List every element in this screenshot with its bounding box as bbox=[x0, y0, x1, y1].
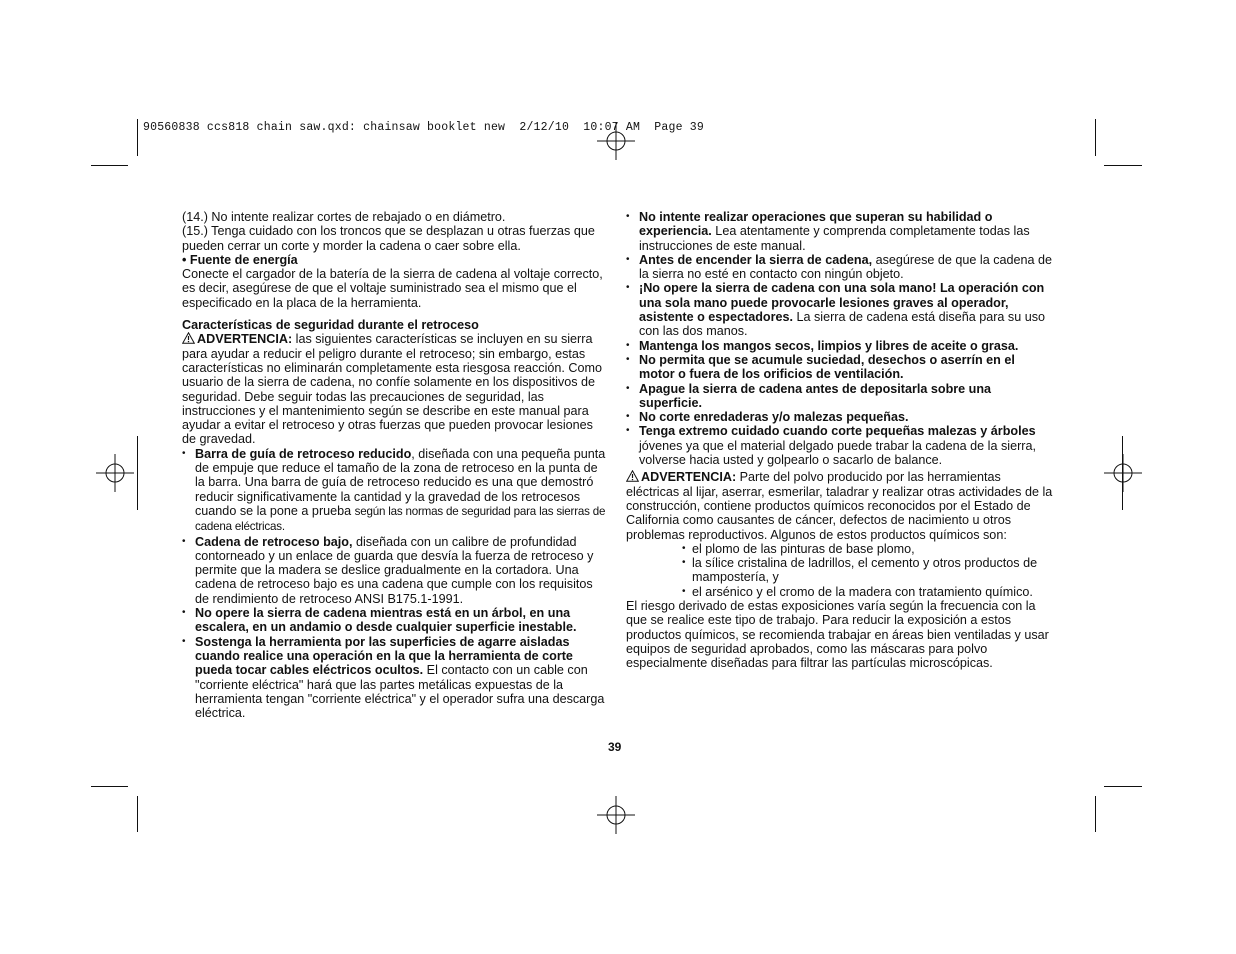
prop65-warning bbox=[626, 470, 1054, 541]
left-column bbox=[182, 210, 606, 720]
list-item: • la sílice cristalina de ladrillos, el cemento y otros productos de mampostería, y bbox=[682, 556, 1054, 585]
fuente-heading: • Fuente de energía bbox=[182, 252, 298, 267]
list-item: • No permita que se acumule suciedad, desechos o aserrín en el motor o fuera de los orificios de ventilación. bbox=[626, 353, 1054, 382]
fuente-text: Conecte el cargador de la batería de la sierra de cadena al voltaje correcto, es decir, asegúrese de que el voltaje suministrado sea el mismo que el especificado en la placa de la herramienta. bbox=[182, 267, 603, 310]
warning-triangle-icon bbox=[626, 470, 639, 482]
list-item: • No intente realizar operaciones que superan su habilidad o experiencia. Lea atentamente y comprenda completamente todas las instrucciones de este manual. bbox=[626, 210, 1054, 253]
crop-mark bbox=[1095, 119, 1096, 156]
item-14: (14.) No intente realizar cortes de rebajado o en diámetro. bbox=[182, 210, 506, 224]
crop-mark bbox=[91, 165, 128, 166]
crop-mark bbox=[137, 796, 138, 832]
list-item: • el arsénico y el cromo de la madera con tratamiento químico. bbox=[682, 585, 1054, 599]
right-column bbox=[626, 210, 1054, 671]
list-item: • ¡No opere la sierra de cadena con una sola mano! La operación con una sola mano puede provocarle lesiones graves al operador, asistente o espectadores. La sierra de cadena está diseña para su uso con las dos manos. bbox=[626, 281, 1054, 338]
list-item: • Mantenga los mangos secos, limpios y libres de aceite o grasa. bbox=[626, 339, 1054, 353]
warning-text: las siguientes características se incluyen en su sierra para ayudar a reducir el peligro durante el retroceso; sin embargo, estas características no eliminarán completamente esta riesgosa reacción. Como usuario de la sierra de cadena, no confíe solamente en los dispositivos de seguridad. Debe seguir todas las precauciones de seguridad, las instrucciones y el mantenimiento según se describe en este manual para ayudar a evitar el retroceso y otras fuerzas que pueden provocar lesiones de gravedad. bbox=[182, 332, 602, 447]
list-item: • Sostenga la herramienta por las superficies de agarre aisladas cuando realice una operación en la que la herramienta de corte pueda tocar cables eléctricos ocultos. El contacto con un cable con "corriente eléctrica" hará que las partes metálicas expuestas de la herramienta tengan "corriente eléctrica" y el operador sufra una descarga eléctrica. bbox=[182, 635, 606, 721]
crop-mark bbox=[1104, 165, 1142, 166]
list-item: • Apague la sierra de cadena antes de depositarla sobre una superficie. bbox=[626, 382, 1054, 411]
warning-label: ADVERTENCIA: bbox=[641, 470, 737, 485]
closing-paragraph: El riesgo derivado de estas exposiciones varía según la frecuencia con la que se realice este tipo de trabajo. Para reducir la exposición a estos productos químicos, se recomienda trabajar en áreas bien ventiladas y usar equipos de seguridad aprobados, como las máscaras para polvo especialmente diseñadas para filtrar las partículas microscópicas. bbox=[626, 599, 1049, 671]
crop-mark bbox=[137, 119, 138, 156]
warning-triangle-icon bbox=[182, 332, 195, 344]
item-15: (15.) Tenga cuidado con los troncos que se desplazan u otras fuerzas que pueden cerrar un corte y morder la cadena o caer sobre ella. bbox=[182, 224, 595, 253]
list-item: • Tenga extremo cuidado cuando corte pequeñas malezas y árboles jóvenes ya que el material delgado puede trabar la cadena de la sierra, volverse hacia usted y golpearlo o sacarlo de balance. bbox=[626, 424, 1054, 467]
registration-mark-icon bbox=[597, 122, 635, 160]
crop-mark bbox=[1095, 796, 1096, 832]
warning-text: Parte del polvo producido por las herramientas eléctricas al lijar, aserrar, esmerilar, taladrar y realizar otras actividades de la construcción, contiene productos químicos reconocidos por el Estado de California como causantes de cáncer, defectos de nacimiento u otros problemas reproductivos. Algunos de estos productos químicos son: bbox=[626, 470, 1053, 542]
crop-mark bbox=[137, 436, 138, 510]
page-number: 39 bbox=[608, 740, 622, 754]
registration-mark-icon bbox=[597, 796, 635, 834]
registration-mark-icon bbox=[96, 454, 134, 492]
list-item: • Barra de guía de retroceso reducido, diseñada con una pequeña punta de empuje que reduce el tamaño de la zona de retroceso en la punta de la barra. Una barra de guía de retroceso reducido es una que demostró reducir significativamente la cantidad y la gravedad de los retrocesos cuando se la pone a prueba según las normas de seguridad para las sierras de cadena eléctricas. bbox=[182, 447, 606, 535]
registration-mark-icon bbox=[1104, 454, 1142, 492]
list-item: • el plomo de las pinturas de base plomo, bbox=[682, 542, 1054, 556]
list-item: • Antes de encender la sierra de cadena, asegúrese de que la cadena de la sierra no esté en contacto con ningún objeto. bbox=[626, 253, 1054, 282]
list-item: • Cadena de retroceso bajo, diseñada con un calibre de profundidad contorneado y un enlace de guarda que desvía la fuerza de retroceso y permite que la madera se deslice gradualmente en la cortadora. Una cadena de retroceso bajo es una cadena que cumple con los requisitos de rendimiento de retroceso ANSI B175.1-1991. bbox=[182, 535, 606, 606]
kickback-warning bbox=[182, 332, 606, 446]
chemicals-list bbox=[626, 542, 1054, 599]
crop-mark bbox=[1122, 436, 1123, 510]
slug-line: 90560838 ccs818 chain saw.qxd: chainsaw booklet new 2/12/10 10:07 AM Page 39 bbox=[143, 121, 704, 134]
list-item: • No opere la sierra de cadena mientras está en un árbol, en una escalera, en un andamio o desde cualquier superficie inestable. bbox=[182, 606, 606, 635]
kickback-heading: Características de seguridad durante el retroceso bbox=[182, 318, 479, 333]
warning-label: ADVERTENCIA: bbox=[197, 332, 293, 347]
list-item: • No corte enredaderas y/o malezas pequeñas. bbox=[626, 410, 1054, 424]
crop-mark bbox=[91, 786, 128, 787]
crop-mark bbox=[1104, 786, 1142, 787]
